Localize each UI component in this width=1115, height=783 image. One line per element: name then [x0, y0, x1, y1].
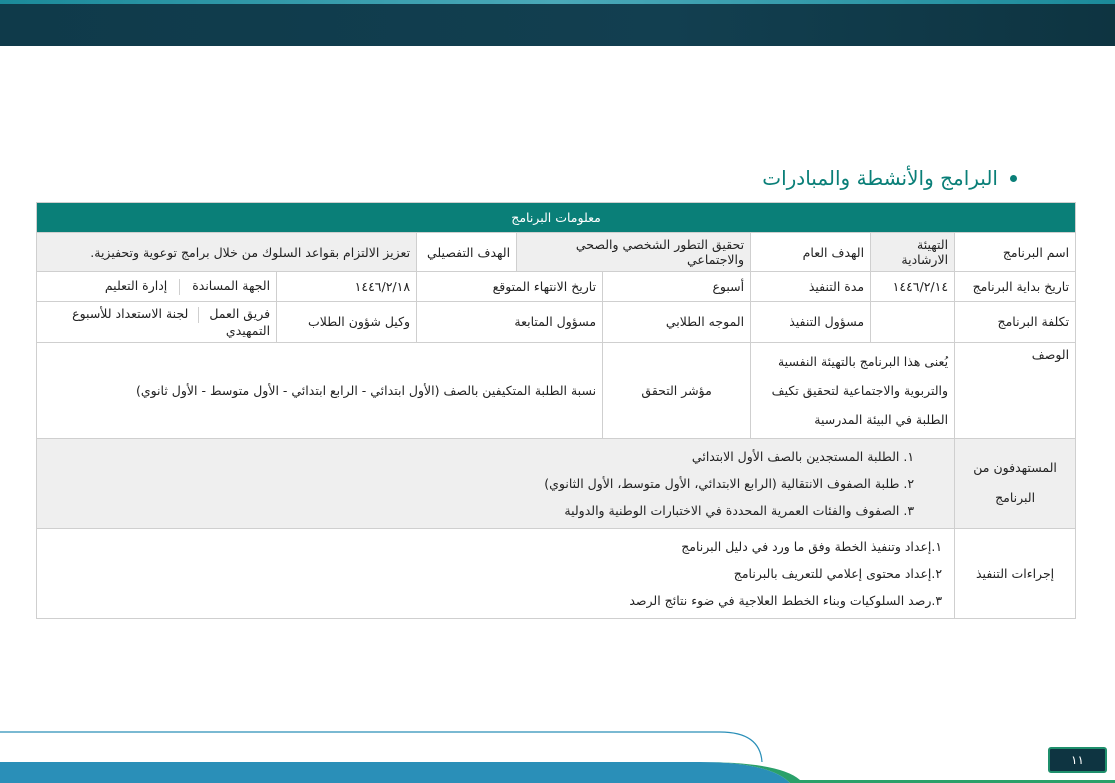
- work-team: [37, 302, 277, 343]
- cost-value: [871, 302, 955, 343]
- page-number: ١١: [1048, 747, 1107, 773]
- procedures-label: إجراءات التنفيذ: [955, 528, 1076, 618]
- detailed-goal-value: تعزيز الالتزام بقواعد السلوك من خلال برامج توعوية وتحفيزية.: [37, 233, 417, 272]
- program-name-value: التهيئة الارشادية: [871, 233, 955, 272]
- follow-owner-label: مسؤول المتابعة: [417, 302, 603, 343]
- support-entity: [37, 272, 277, 302]
- work-team-value: لجنة الاستعداد للأسبوع التمهيدي: [72, 306, 271, 338]
- program-info-table: [36, 202, 1076, 619]
- beneficiaries-label: المستهدفون من البرنامج: [955, 438, 1076, 528]
- cell-divider: [179, 279, 180, 295]
- end-date-label: تاريخ الانتهاء المتوقع: [417, 272, 603, 302]
- beneficiaries-list: [43, 443, 914, 524]
- section-title: البرامج والأنشطة والمبادرات: [762, 166, 998, 190]
- exec-owner-label: مسؤول التنفيذ: [751, 302, 871, 343]
- beneficiaries-cell: [37, 438, 955, 528]
- start-date-label: تاريخ بداية البرنامج: [955, 272, 1076, 302]
- general-goal-value: تحقيق التطور الشخصي والصحي والاجتماعي: [517, 233, 751, 272]
- top-banner: [0, 0, 1115, 46]
- follow-owner-value: وكيل شؤون الطلاب: [277, 302, 417, 343]
- indicator-value: نسبة الطلبة المتكيفين بالصف (الأول ابتدائي - الرابع ابتدائي - الأول متوسط - الأول ثانوي): [37, 342, 603, 438]
- description-value: يُعنى هذا البرنامج بالتهيئة النفسية والتربوية والاجتماعية لتحقيق تكيف الطلبة في البيئة المدرسية: [751, 342, 955, 438]
- indicator-label: مؤشر التحقق: [603, 342, 751, 438]
- bullet-icon: [1010, 175, 1017, 182]
- list-item: ٣. الصفوف والفئات العمرية المحددة في الاختبارات الوطنية والدولية: [564, 502, 915, 518]
- program-name-label: اسم البرنامج: [955, 233, 1076, 272]
- general-goal-label: الهدف العام: [751, 233, 871, 272]
- list-item: ٢. طلبة الصفوف الانتقالية (الرابع الابتدائي، الأول متوسط، الأول الثانوي): [544, 475, 915, 491]
- bottom-decoration: [0, 728, 1115, 783]
- exec-owner-value: الموجه الطلابي: [603, 302, 751, 343]
- section-heading: [762, 166, 1017, 190]
- table-header: معلومات البرنامج: [37, 203, 1076, 233]
- end-date-value: ١٤٤٦/٢/١٨: [277, 272, 417, 302]
- cost-label: تكلفة البرنامج: [955, 302, 1076, 343]
- support-entity-value: إدارة التعليم: [104, 278, 168, 294]
- cell-divider: [198, 307, 199, 323]
- description-label: الوصف: [955, 342, 1076, 438]
- duration-value: أسبوع: [603, 272, 751, 302]
- support-entity-label: الجهة المساندة: [192, 278, 271, 294]
- detailed-goal-label: الهدف التفصيلي: [417, 233, 517, 272]
- procedures-list: [43, 533, 942, 614]
- start-date-value: ١٤٤٦/٢/١٤: [871, 272, 955, 302]
- top-accent-line: [0, 0, 1115, 4]
- list-item: ١.إعداد وتنفيذ الخطة وفق ما ورد في دليل البرنامج: [681, 538, 943, 554]
- list-item: ١. الطلبة المستجدين بالصف الأول الابتدائي: [691, 448, 915, 464]
- duration-label: مدة التنفيذ: [751, 272, 871, 302]
- work-team-label: فريق العمل: [209, 306, 271, 321]
- procedures-cell: [37, 528, 955, 618]
- list-item: ٣.رصد السلوكيات وبناء الخطط العلاجية في ضوء نتائج الرصد: [629, 592, 943, 608]
- list-item: ٢.إعداد محتوى إعلامي للتعريف بالبرنامج: [733, 565, 943, 581]
